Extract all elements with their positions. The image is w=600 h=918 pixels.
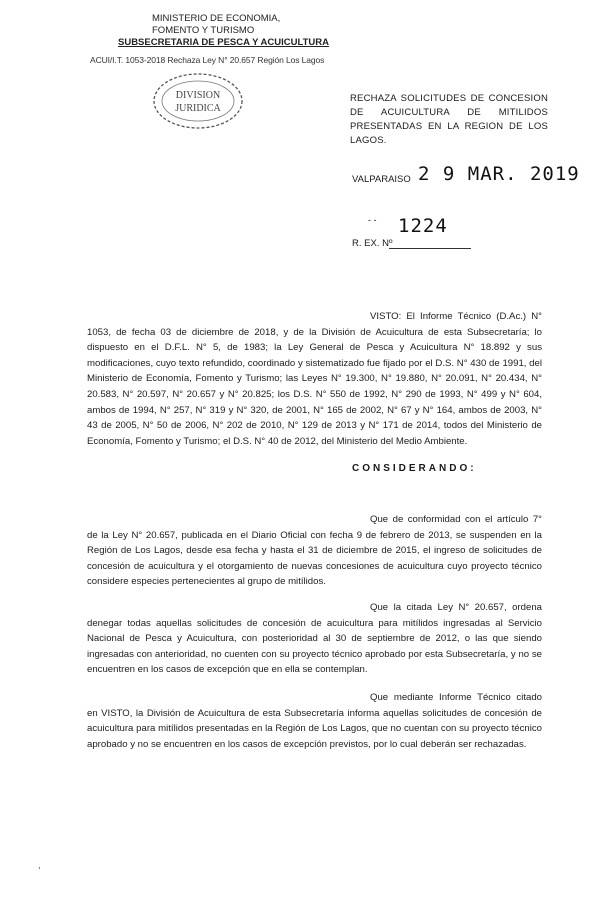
margin-mark: ,: [38, 860, 41, 870]
stamp-line-2: JURIDICA: [175, 103, 221, 114]
date-stamp: 2 9 MAR. 2019: [418, 163, 580, 185]
ministry-line-1: MINISTERIO DE ECONOMIA,: [152, 13, 281, 24]
considerando-heading: CONSIDERANDO:: [352, 463, 477, 474]
division-juridica-stamp: [150, 70, 246, 132]
resolution-number: 1224: [398, 215, 448, 237]
letterhead: [110, 13, 329, 49]
subsecretaria-line: SUBSECRETARIA DE PESCA Y ACUICULTURA: [118, 37, 329, 48]
considerando-paragraph-3: Que mediante Informe Técnico citado en VISTO, la División de Acuicultura de esta Subsecretaría informa aquellas solicitudes de concesión de acuicultura para mitílidos presentadas en la Región de Los Lagos, que no cuentan con su proyecto técnico aprobado y no se encuentren en los casos de excepción previstos, por lo cual deberán ser rechazadas.: [87, 692, 542, 750]
considerando-paragraph-2: Que la citada Ley N° 20.657, ordena denegar todas aquellas solicitudes de concesión de acuicultura para mitílidos ingresadas al Servicio Nacional de Pesca y Acuicultura, con posterioridad al 30 de septiembre de 2012, o las que siendo ingresadas con anterioridad, no cuenten con su proyecto técnico aprobado por esta Subsecretaría, y no se encuentren en los casos de excepción que en ella se contemplan.: [87, 602, 542, 676]
resolution-label: R. EX. Nº: [352, 238, 393, 249]
resolution-underline: [389, 248, 471, 249]
stamp-line-1: DIVISION: [175, 90, 221, 101]
visto-paragraph: VISTO: El Informe Técnico (D.Ac.) N° 1053, de fecha 03 de diciembre de 2018, y de la División de Acuicultura de esta Subsecretaría; lo dispuesto en el D.F.L. N° 5, de 1983; la Ley General de Pesca y Acuicultura N° 18.892 y sus modificaciones, cuyo texto refundido, coordinado y sistematizado fue fijado por el D.S. N° 430 de 1991, del Ministerio de Economía, Fomento y Turismo; las Leyes N° 19.300, N° 19.880, N° 20.091, N° 20.434, N° 20.583, N° 20.597, N° 20.657 y N° 20.825; los D.S. N° 550 de 1992, N° 290 de 1993, N° 499 y N° 604, ambos de 1994, N° 257, N° 319 y N° 320, de 2001, N° 165 de 2002, N° 67 y N° 164, ambos de 2003, N° 43 de 2005, N° 50 de 2006, N° 202 de 2010, N° 129 de 2013 y N° 171 de 2014, todos del Ministerio de Economía, Fomento y Turismo; el D.S. N° 40 de 2012, del Ministerio del Medio Ambiente.: [87, 311, 542, 447]
resolution-dash: - -: [368, 215, 377, 225]
date-city: VALPARAISO: [352, 174, 411, 185]
resolution-summary: RECHAZA SOLICITUDES DE CONCESION DE ACUICULTURA DE MITILIDOS PRESENTADAS EN LA REGION DE LOS LAGOS.: [350, 93, 548, 146]
ministry-line-2: FOMENTO Y TURISMO: [152, 25, 255, 36]
considerando-paragraph-1: Que de conformidad con el artículo 7° de la Ley N° 20.657, publicada en el Diario Oficial con fecha 9 de febrero de 2013, se suspenden en la Región de Los Lagos, desde esa fecha y hasta el 31 de diciembre de 2015, el ingreso de solicitudes de concesión de acuicultura y el otorgamiento de nuevas concesiones de acuicultura cuyo proyecto técnico considere especies pertenecientes al grupo de mitílidos.: [87, 514, 542, 588]
reference-line: ACUI/I.T. 1053-2018 Rechaza Ley N° 20.657 Región Los Lagos: [90, 55, 325, 65]
